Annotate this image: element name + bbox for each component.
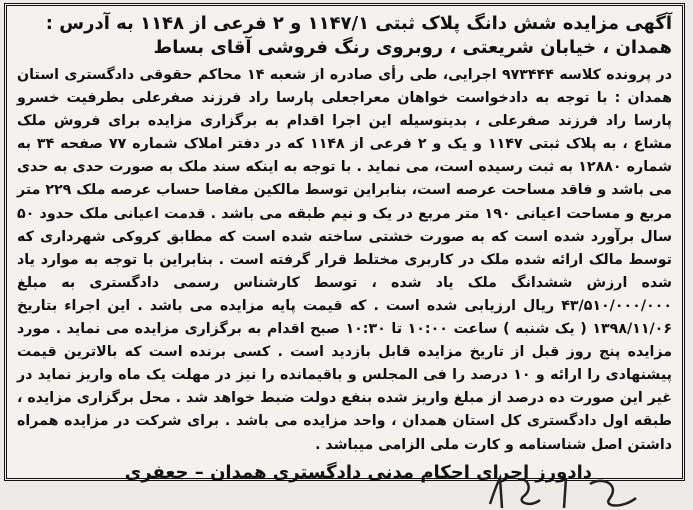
notice-signature: دادورز اجرای احکام مدنی دادگستری همدان – جعفری — [124, 461, 592, 483]
handwritten-mark — [470, 474, 670, 510]
auction-notice — [4, 3, 685, 481]
notice-headline: آگهی مزایده شش دانگ پلاک ثبتی ۱۱۴۷/۱ و ۲ فرعی از ۱۱۴۸ به آدرس : همدان ، خیابان شریعتی ، روبروی رنگ فروشی آقای بساط — [45, 13, 672, 58]
notice-body: در پرونده کلاسه ۹۷۳۴۴۴ اجرایی، طی رأی صادره از شعبه ۱۴ محاکم حقوقی دادگستری استان همدان : با توجه به دادخواست خواهان معراجعلی پارسا راد فرزند صفرعلی بطرفیت خسرو پارسا راد فرزند صفرعلی ، بدینوسیله این اجرا اقدام به برگزاری مزایده برای فروش ملک مشاع ، به پلاک ثبتی ۱۱۴۷ و یک و ۲ فرعی از ۱۱۴۸ که در دفتر املاک شماره ۷۷ صفحه ۳۴ به شماره ۱۲۸۸۰ به ثبت رسیده است، می نماید . با توجه به اینکه سند ملک به صورت حدی به حدی می باشد و فاقد مساحت عرصه است، بنابراین توسط مالکین مفاصا حساب عرصه ملک ۲۲۹ متر مربع و مساحت اعیانی ۱۹۰ متر مربع در یک و نیم طبقه می باشد . قدمت اعیانی ملک حدود ۵۰ سال برآورد شده است که به صورت خشتی ساخته شده است که مطابق کروکی شهرداری که توسط مالک ارائه شده ملک در کاربری مختلط قرار گرفته است . بنابراین با توجه به موارد یاد شده ارزش ششدانگ ملک یاد شده ، توسط کارشناس رسمی دادگستری به مبلغ ۴۳/۵۱۰/۰۰۰/۰۰۰ ریال ارزیابی شده است . که قیمت پایه مزایده می باشد . این اجراء بتاریخ ۱۳۹۸/۱۱/۰۶ ( یک شنبه ) ساعت ۱۰:۰۰ تا ۱۰:۳۰ صبح اقدام به برگزاری مزایده می نماید . مورد مزایده پنج روز قبل از تاریخ مزایده قابل بازدید است . کسی برنده است که بالاترین قیمت پیشنهادی را ارائه و ۱۰ درصد را فی المجلس و باقیمانده را نیز در مهلت یک ماه واریز نماید در غیر این صورت ده درصد از مبلغ واریز شده بنفع دولت ضبط خواهد شد . محل برگزاری مزایده ، طبقه اول دادگستری کل استان همدان ، واحد مزایده می باشد . برای شرکت در مزایده همراه داشتن اصل شناسنامه و کارت ملی الزامی میباشد . — [17, 67, 673, 453]
